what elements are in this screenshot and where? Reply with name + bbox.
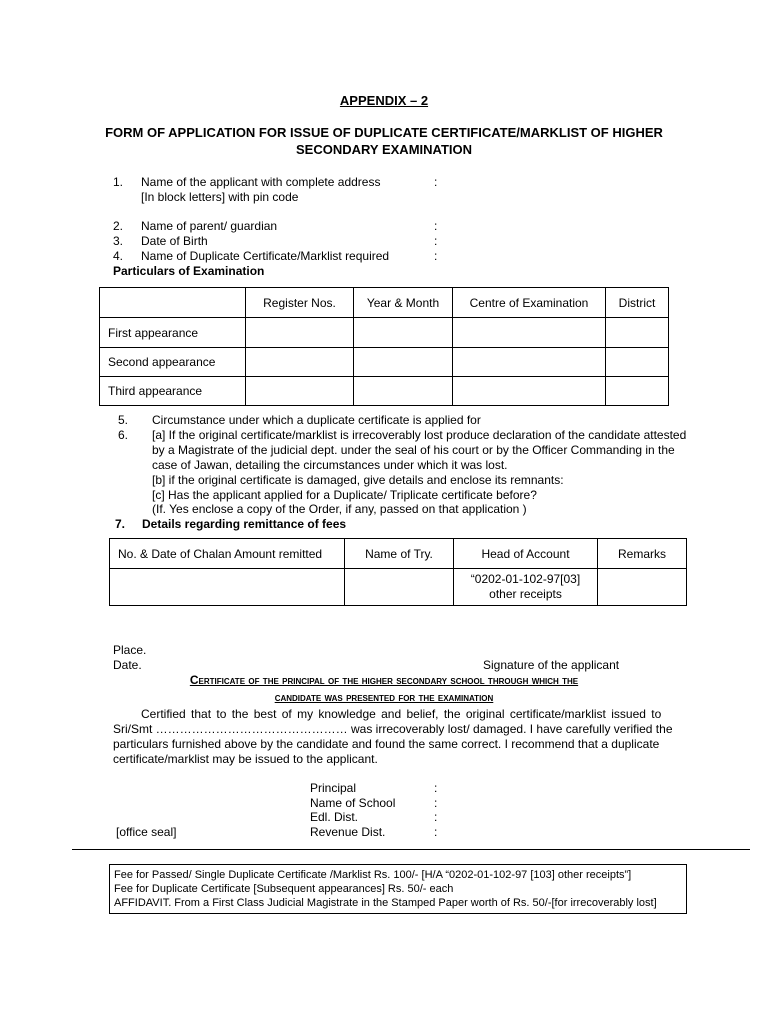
field-sub-block-letters: [In block letters] with pin code [141,190,299,204]
signature-label: Signature of the applicant [483,658,620,672]
principal-label: Principal [310,781,357,795]
field-colon: : [434,781,438,795]
table-cell[interactable] [110,569,345,606]
particulars-heading: Particulars of Examination [113,264,265,278]
divider [72,849,750,850]
table-cell[interactable] [246,348,354,377]
fee-notes-box [109,864,687,914]
fee-note-2: Fee for Duplicate Certificate [Subsequent appearances] Rs. 50/- each [114,883,454,895]
item6-d: (If. Yes enclose a copy of the Order, if any, passed on that application ) [152,502,527,516]
field-colon: : [434,219,438,233]
fee-table [109,538,687,606]
field-num-2: 2. [113,219,124,233]
principal-cert-title-1: Certificate of the principal of the higher secondary school through which the [189,673,579,687]
date-label: Date. [113,658,142,672]
field-colon: : [434,175,438,189]
principal-cert-title-2: candidate was presented for the examination [274,690,494,704]
table-row [100,377,669,406]
exam-header-district: District [606,288,669,318]
field-colon: : [434,249,438,263]
field-label-applicant: Name of the applicant with complete address [141,175,381,189]
exam-header-year: Year & Month [354,288,453,318]
item6-a1: [a] If the original certificate/marklist is irrecoverably lost produce declaration of the candidate attested [152,428,687,442]
appendix-title: APPENDIX – 2 [339,93,429,108]
item6-c: [c] Has the applicant applied for a Duplicate/ Triplicate certificate before? [152,488,537,502]
field-num-4: 4. [113,249,124,263]
item5-num: 5. [118,413,129,427]
fee-note-3: AFFIDAVIT. From a First Class Judicial Magistrate in the Stamped Paper worth of Rs. 50/-[for irrecoverably lost] [114,897,657,909]
fee-header-head: Head of Account [454,539,598,569]
field-label-parent: Name of parent/ guardian [141,219,278,233]
table-cell[interactable] [246,318,354,348]
table-cell[interactable] [606,318,669,348]
cert-line-4: certificate/marklist may be issued to the applicant. [113,752,378,766]
place-label: Place. [113,643,147,657]
item6-a3: case of Jawan, detailing the circumstances under which it was lost. [152,458,508,472]
item5-text: Circumstance under which a duplicate certificate is applied for [152,413,481,427]
field-colon: : [434,810,438,824]
item6-num: 6. [118,428,129,442]
field-num-3: 3. [113,234,124,248]
table-cell[interactable] [354,377,453,406]
item7-num: 7. [115,517,126,531]
exam-table-corner [100,288,246,318]
table-row [110,569,687,606]
item6-b: [b] if the original certificate is damaged, give details and enclose its remnants: [152,473,564,487]
form-title-line1: FORM OF APPLICATION FOR ISSUE OF DUPLICATE CERTIFICATE/MARKLIST OF HIGHER [105,125,663,140]
table-cell[interactable] [453,348,606,377]
school-name-label: Name of School [310,796,396,810]
field-label-duplicate: Name of Duplicate Certificate/Marklist required [141,249,390,263]
table-cell[interactable] [354,348,453,377]
fee-head-value [454,569,598,606]
office-seal: [office seal] [116,825,177,839]
table-cell[interactable] [598,569,687,606]
table-cell[interactable] [246,377,354,406]
item7-text: Details regarding remittance of fees [142,517,347,531]
exam-header-centre: Centre of Examination [453,288,606,318]
field-label-dob: Date of Birth [141,234,208,248]
exam-row-second: Second appearance [100,348,246,377]
field-colon: : [434,825,438,839]
table-row [100,348,669,377]
table-row [100,318,669,348]
revenue-dist-label: Revenue Dist. [310,825,386,839]
form-title-line2: SECONDARY EXAMINATION [296,142,472,157]
table-cell[interactable] [453,318,606,348]
table-cell[interactable] [453,377,606,406]
exam-row-third: Third appearance [100,377,246,406]
table-cell[interactable] [606,377,669,406]
field-num-1: 1. [113,175,124,189]
cert-line-3: particulars furnished above by the candidate and found the same correct. I recommend that a duplicate [113,737,660,751]
fee-header-chalan: No. & Date of Chalan Amount remitted [110,539,345,569]
fee-header-try: Name of Try. [345,539,454,569]
field-colon: : [434,796,438,810]
exam-row-first: First appearance [100,318,246,348]
fee-head-value-1: “0202-01-102-97[03] [470,572,581,586]
cert-line-2: Sri/Smt ………………………………………… was irrecoverably lost/ damaged. I have carefully verified the [113,722,673,736]
table-cell[interactable] [354,318,453,348]
item6-a2: by a Magistrate of the judicial dept. under the seal of his court or by the Officer Commanding in the [152,443,675,457]
table-cell[interactable] [606,348,669,377]
field-colon: : [434,234,438,248]
table-cell[interactable] [345,569,454,606]
fee-note-1: Fee for Passed/ Single Duplicate Certificate /Marklist Rs. 100/- [H/A “0202-01-102-97 [103] other receipts”] [114,869,632,881]
exam-header-register: Register Nos. [246,288,354,318]
fee-header-remarks: Remarks [598,539,687,569]
exam-table [99,287,669,406]
fee-head-value-2: other receipts [489,587,562,601]
cert-line-1: Certified that to the best of my knowledge and belief, the original certificate/marklist issued to [141,707,662,721]
edl-dist-label: Edl. Dist. [310,810,359,824]
